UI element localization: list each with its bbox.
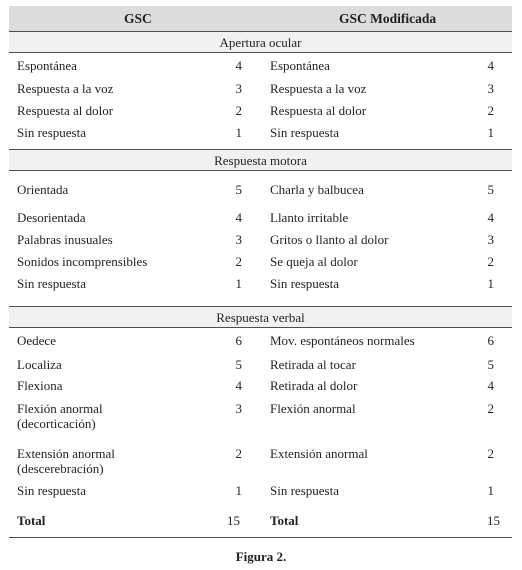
right-label: Respuesta al dolor — [270, 103, 367, 118]
left-value: 2 — [235, 254, 242, 269]
left-value: 2 — [235, 446, 242, 461]
left-label: Orientada — [17, 182, 69, 197]
right-label: Espontánea — [270, 58, 330, 73]
left-value: 4 — [235, 378, 242, 393]
left-value: 2 — [235, 103, 242, 118]
section-respuesta-motora — [9, 149, 512, 171]
right-label: Se queja al dolor — [270, 254, 358, 269]
right-value: 2 — [487, 446, 494, 461]
right-value: 3 — [487, 81, 494, 96]
right-value: 4 — [487, 210, 494, 225]
left-label: Sonidos incomprensibles — [17, 254, 148, 269]
left-label-continued: (descerebración) — [17, 461, 104, 476]
left-value: 3 — [235, 401, 242, 416]
left-value: 6 — [235, 333, 242, 348]
figure-caption: Figura 2. — [235, 549, 287, 564]
left-label-continued: (decorticación) — [17, 416, 96, 431]
right-value: 4 — [487, 58, 494, 73]
right-label: Sin respuesta — [270, 125, 339, 140]
right-value: 2 — [487, 254, 494, 269]
right-value: 5 — [487, 357, 494, 372]
left-value: 4 — [235, 210, 242, 225]
left-value: 1 — [235, 483, 242, 498]
header-gsc-modificada: GSC Modificada — [339, 11, 437, 26]
left-label: Sin respuesta — [17, 276, 86, 291]
total-label-right: Total — [270, 513, 299, 528]
right-value: 1 — [487, 125, 494, 140]
left-label: Desorientada — [17, 210, 86, 225]
right-label: Gritos o llanto al dolor — [270, 232, 389, 247]
left-label: Sin respuesta — [17, 125, 86, 140]
left-label: Respuesta al dolor — [17, 103, 114, 118]
total-label-left: Total — [17, 513, 46, 528]
right-label: Retirada al tocar — [270, 357, 356, 372]
right-value: 4 — [487, 378, 494, 393]
section-title: Respuesta motora — [214, 153, 307, 168]
left-label: Sin respuesta — [17, 483, 86, 498]
left-value: 4 — [235, 58, 242, 73]
right-value: 1 — [487, 483, 494, 498]
right-label: Extensión anormal — [270, 446, 368, 461]
table-bottom-rule — [9, 537, 512, 538]
right-label: Mov. espontáneos normales — [270, 333, 415, 348]
right-label: Flexión anormal — [270, 401, 356, 416]
left-label: Flexión anormal — [17, 401, 103, 416]
total-value-right: 15 — [487, 513, 500, 528]
left-label: Flexiona — [17, 378, 63, 393]
right-label: Respuesta a la voz — [270, 81, 367, 96]
left-label: Respuesta a la voz — [17, 81, 114, 96]
left-value: 3 — [235, 232, 242, 247]
right-value: 3 — [487, 232, 494, 247]
table-header — [9, 6, 512, 31]
right-label: Sin respuesta — [270, 276, 339, 291]
right-label: Retirada al dolor — [270, 378, 358, 393]
left-label: Oedece — [17, 333, 56, 348]
right-label: Llanto irritable — [270, 210, 349, 225]
left-value: 5 — [235, 182, 242, 197]
right-value: 6 — [487, 333, 494, 348]
right-label: Charla y balbucea — [270, 182, 364, 197]
right-value: 2 — [487, 103, 494, 118]
right-value: 1 — [487, 276, 494, 291]
left-value: 3 — [235, 81, 242, 96]
right-value: 2 — [487, 401, 494, 416]
header-gsc: GSC — [124, 11, 152, 26]
left-label: Palabras inusuales — [17, 232, 113, 247]
right-value: 5 — [487, 182, 494, 197]
left-value: 1 — [235, 125, 242, 140]
right-label: Sin respuesta — [270, 483, 339, 498]
left-label: Espontánea — [17, 58, 77, 73]
total-value-left: 15 — [227, 513, 240, 528]
section-apertura-ocular — [9, 31, 512, 53]
section-respuesta-verbal — [9, 306, 512, 328]
section-title: Respuesta verbal — [216, 310, 305, 325]
left-label: Localiza — [17, 357, 62, 372]
left-label: Extensión anormal — [17, 446, 115, 461]
left-value: 5 — [235, 357, 242, 372]
left-value: 1 — [235, 276, 242, 291]
section-title: Apertura ocular — [219, 35, 302, 50]
